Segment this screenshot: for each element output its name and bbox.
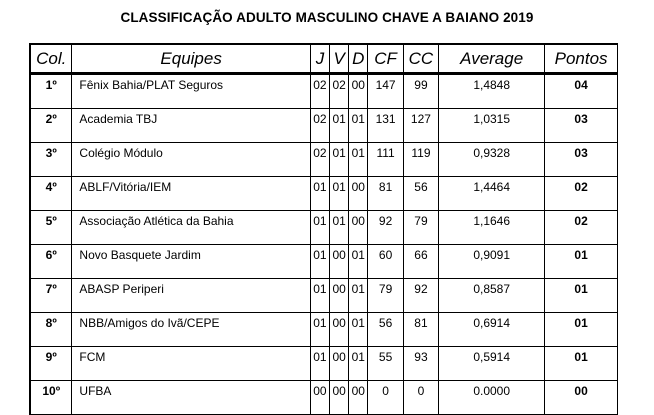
row-position: 10º <box>31 381 72 415</box>
row-points-for: 131 <box>368 109 403 143</box>
header-losses: D <box>349 45 368 73</box>
row-wins: 00 <box>330 245 349 279</box>
row-points-for: 56 <box>368 313 403 347</box>
row-average: 1,4464 <box>439 177 545 211</box>
row-average: 1,1646 <box>439 211 545 245</box>
table-row <box>31 347 618 381</box>
row-wins: 01 <box>330 143 349 177</box>
row-points-against: 0 <box>404 381 439 415</box>
row-points-against: 66 <box>404 245 439 279</box>
document-title: CLASSIFICAÇÃO ADULTO MASCULINO CHAVE A BAIANO 2019 <box>120 10 534 25</box>
table-row <box>31 73 618 109</box>
row-standing-points: 02 <box>545 177 618 211</box>
header-wins: V <box>330 45 349 73</box>
header-points-for: CF <box>368 45 403 73</box>
row-standing-points: 01 <box>545 313 618 347</box>
table-row <box>31 381 618 415</box>
row-team-name: UFBA <box>72 381 310 415</box>
row-team-name: ABASP Periperi <box>72 279 310 313</box>
row-points-against: 81 <box>404 313 439 347</box>
row-position: 1º <box>31 73 72 109</box>
row-points-against: 79 <box>404 211 439 245</box>
standings-table <box>29 43 618 415</box>
row-losses: 01 <box>349 143 368 177</box>
row-points-for: 92 <box>368 211 403 245</box>
row-position: 6º <box>31 245 72 279</box>
table-row <box>31 245 618 279</box>
row-wins: 00 <box>330 381 349 415</box>
row-average: 0.0000 <box>439 381 545 415</box>
row-team-name: FCM <box>72 347 310 381</box>
row-points-for: 0 <box>368 381 403 415</box>
row-wins: 01 <box>330 109 349 143</box>
row-average: 0,6914 <box>439 313 545 347</box>
row-standing-points: 00 <box>545 381 618 415</box>
row-team-name: Colégio Módulo <box>72 143 310 177</box>
row-points-against: 99 <box>404 73 439 109</box>
table-header-row <box>31 45 618 73</box>
row-points-for: 60 <box>368 245 403 279</box>
row-games: 01 <box>311 347 330 381</box>
row-average: 0,8587 <box>439 279 545 313</box>
row-average: 1,0315 <box>439 109 545 143</box>
row-points-against: 56 <box>404 177 439 211</box>
row-wins: 00 <box>330 347 349 381</box>
header-average: Average <box>439 45 545 73</box>
header-position: Col. <box>31 45 72 73</box>
row-position: 9º <box>31 347 72 381</box>
row-standing-points: 01 <box>545 279 618 313</box>
row-losses: 00 <box>349 73 368 109</box>
row-points-for: 111 <box>368 143 403 177</box>
row-position: 2º <box>31 109 72 143</box>
row-team-name: ABLF/Vitória/IEM <box>72 177 310 211</box>
row-games: 02 <box>311 109 330 143</box>
row-games: 01 <box>311 177 330 211</box>
row-losses: 00 <box>349 381 368 415</box>
row-position: 7º <box>31 279 72 313</box>
row-points-against: 92 <box>404 279 439 313</box>
row-average: 1,4848 <box>439 73 545 109</box>
table-row <box>31 109 618 143</box>
row-standing-points: 04 <box>545 73 618 109</box>
row-team-name: Associação Atlética da Bahia <box>72 211 310 245</box>
table-row <box>31 143 618 177</box>
row-points-for: 79 <box>368 279 403 313</box>
row-games: 02 <box>311 143 330 177</box>
row-position: 3º <box>31 143 72 177</box>
table-row <box>31 177 618 211</box>
row-wins: 00 <box>330 279 349 313</box>
row-standing-points: 01 <box>545 347 618 381</box>
table-body <box>31 73 618 415</box>
row-losses: 01 <box>349 279 368 313</box>
row-points-for: 81 <box>368 177 403 211</box>
row-points-against: 127 <box>404 109 439 143</box>
row-points-against: 119 <box>404 143 439 177</box>
header-points-against: CC <box>404 45 439 73</box>
header-team: Equipes <box>72 45 310 73</box>
row-games: 01 <box>311 211 330 245</box>
table-row <box>31 313 618 347</box>
row-losses: 01 <box>349 109 368 143</box>
row-points-against: 93 <box>404 347 439 381</box>
table-row <box>31 211 618 245</box>
table-row <box>31 279 618 313</box>
row-points-for: 147 <box>368 73 403 109</box>
row-losses: 01 <box>349 347 368 381</box>
row-average: 0,5914 <box>439 347 545 381</box>
row-position: 8º <box>31 313 72 347</box>
row-games: 01 <box>311 313 330 347</box>
row-wins: 00 <box>330 313 349 347</box>
row-games: 02 <box>311 73 330 109</box>
row-standing-points: 03 <box>545 143 618 177</box>
row-wins: 01 <box>330 211 349 245</box>
row-standing-points: 01 <box>545 245 618 279</box>
row-average: 0,9091 <box>439 245 545 279</box>
row-wins: 02 <box>330 73 349 109</box>
row-standing-points: 02 <box>545 211 618 245</box>
row-standing-points: 03 <box>545 109 618 143</box>
row-position: 5º <box>31 211 72 245</box>
row-position: 4º <box>31 177 72 211</box>
row-losses: 00 <box>349 211 368 245</box>
row-games: 01 <box>311 245 330 279</box>
header-standing-points: Pontos <box>545 45 618 73</box>
row-wins: 01 <box>330 177 349 211</box>
row-games: 00 <box>311 381 330 415</box>
row-points-for: 55 <box>368 347 403 381</box>
row-average: 0,9328 <box>439 143 545 177</box>
row-games: 01 <box>311 279 330 313</box>
row-losses: 01 <box>349 313 368 347</box>
row-losses: 01 <box>349 245 368 279</box>
row-team-name: Fênix Bahia/PLAT Seguros <box>72 73 310 109</box>
row-team-name: Academia TBJ <box>72 109 310 143</box>
header-games: J <box>311 45 330 73</box>
row-team-name: NBB/Amigos do Ivã/CEPE <box>72 313 310 347</box>
row-team-name: Novo Basquete Jardim <box>72 245 310 279</box>
row-losses: 00 <box>349 177 368 211</box>
